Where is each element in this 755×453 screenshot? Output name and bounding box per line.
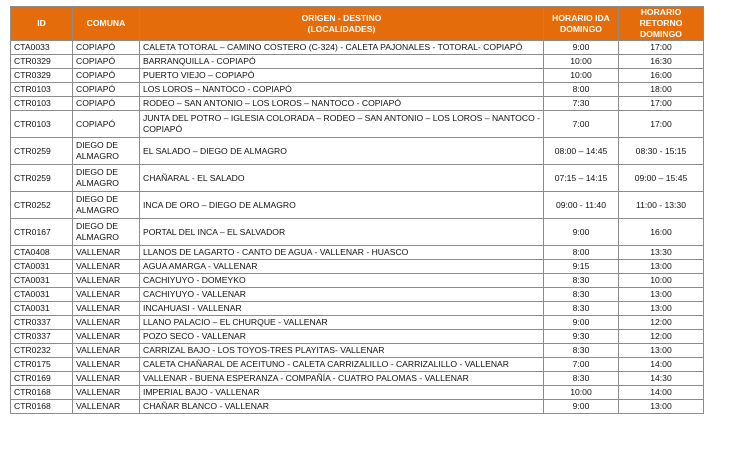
cell-ida: 7:00: [544, 111, 619, 138]
header-retorno-line2: DOMINGO: [639, 29, 682, 39]
table-row: [11, 138, 704, 165]
table-row: [11, 302, 704, 316]
cell-id: CTR0337: [11, 316, 73, 330]
cell-ida: 9:00: [544, 316, 619, 330]
cell-id: CTR0259: [11, 138, 73, 165]
cell-ida: 8:30: [544, 288, 619, 302]
cell-id: CTR0167: [11, 219, 73, 246]
cell-comuna: VALLENAR: [73, 344, 140, 358]
cell-retorno: 12:00: [619, 316, 704, 330]
cell-id: CTR0168: [11, 386, 73, 400]
cell-id: CTR0337: [11, 330, 73, 344]
cell-ida: 09:00 - 11:40: [544, 192, 619, 219]
cell-id: CTA0031: [11, 288, 73, 302]
cell-ida: 9:00: [544, 41, 619, 55]
cell-ida: 10:00: [544, 55, 619, 69]
table-row: [11, 344, 704, 358]
cell-comuna: COPIAPÓ: [73, 55, 140, 69]
cell-retorno: 13:00: [619, 260, 704, 274]
cell-comuna: VALLENAR: [73, 358, 140, 372]
table-row: [11, 192, 704, 219]
cell-id: CTA0031: [11, 274, 73, 288]
cell-id: CTR0329: [11, 69, 73, 83]
cell-retorno: 13:00: [619, 344, 704, 358]
header-ida: [544, 7, 619, 41]
cell-comuna: DIEGO DE ALMAGRO: [73, 165, 140, 192]
cell-id: CTR0252: [11, 192, 73, 219]
cell-ida: 7:30: [544, 97, 619, 111]
table-row: [11, 274, 704, 288]
cell-ida: 9:00: [544, 400, 619, 414]
cell-id: CTR0168: [11, 400, 73, 414]
cell-retorno: 17:00: [619, 41, 704, 55]
table-row: [11, 316, 704, 330]
cell-ida: 8:00: [544, 246, 619, 260]
cell-retorno: 14:30: [619, 372, 704, 386]
cell-ruta: LLANOS DE LAGARTO - CANTO DE AGUA - VALLENAR - HUASCO: [140, 246, 544, 260]
header-row: [11, 7, 704, 41]
cell-id: CTR0103: [11, 111, 73, 138]
cell-ida: 8:00: [544, 83, 619, 97]
cell-retorno: 17:00: [619, 97, 704, 111]
cell-id: CTA0031: [11, 302, 73, 316]
header-retorno-line1: HORARIO RETORNO: [639, 7, 683, 28]
table-row: [11, 386, 704, 400]
cell-id: CTR0232: [11, 344, 73, 358]
header-retorno: [619, 7, 704, 41]
table-row: [11, 111, 704, 138]
cell-comuna: VALLENAR: [73, 400, 140, 414]
header-ida-line2: DOMINGO: [559, 23, 602, 34]
cell-retorno: 13:30: [619, 246, 704, 260]
cell-comuna: COPIAPÓ: [73, 69, 140, 83]
cell-id: CTR0175: [11, 358, 73, 372]
table-body: [11, 41, 704, 414]
table-row: [11, 246, 704, 260]
cell-ruta: RODEO – SAN ANTONIO – LOS LOROS – NANTOCO - COPIAPÓ: [140, 97, 544, 111]
cell-ida: 8:30: [544, 372, 619, 386]
cell-retorno: 13:00: [619, 288, 704, 302]
cell-ruta: INCAHUASI - VALLENAR: [140, 302, 544, 316]
cell-comuna: VALLENAR: [73, 288, 140, 302]
cell-comuna: COPIAPÓ: [73, 111, 140, 138]
cell-retorno: 13:00: [619, 400, 704, 414]
cell-ida: 9:00: [544, 219, 619, 246]
cell-ruta: LLANO PALACIO – EL CHURQUE - VALLENAR: [140, 316, 544, 330]
cell-ida: 08:00 – 14:45: [544, 138, 619, 165]
table-row: [11, 97, 704, 111]
cell-retorno: 11:00 - 13:30: [619, 192, 704, 219]
table-row: [11, 372, 704, 386]
header-id: ID: [11, 7, 73, 41]
schedule-table-container: [10, 6, 704, 414]
header-ruta-line1: ORIGEN - DESTINO: [301, 12, 382, 23]
cell-id: CTR0329: [11, 55, 73, 69]
cell-comuna: VALLENAR: [73, 246, 140, 260]
cell-ruta: CALETA TOTORAL – CAMINO COSTERO (C-324) - CALETA PAJONALES - TOTORAL- COPIAPÓ: [140, 41, 544, 55]
table-row: [11, 219, 704, 246]
cell-ida: 7:00: [544, 358, 619, 372]
cell-retorno: 16:00: [619, 219, 704, 246]
cell-ruta: CHAÑARAL - EL SALADO: [140, 165, 544, 192]
cell-retorno: 12:00: [619, 330, 704, 344]
cell-id: CTR0259: [11, 165, 73, 192]
cell-ruta: POZO SECO - VALLENAR: [140, 330, 544, 344]
cell-ruta: CACHIYUYO - DOMEYKO: [140, 274, 544, 288]
cell-ida: 07:15 – 14:15: [544, 165, 619, 192]
cell-ida: 8:30: [544, 344, 619, 358]
cell-ruta: AGUA AMARGA - VALLENAR: [140, 260, 544, 274]
cell-retorno: 16:00: [619, 69, 704, 83]
cell-retorno: 13:00: [619, 302, 704, 316]
cell-comuna: COPIAPÓ: [73, 83, 140, 97]
cell-ida: 8:30: [544, 302, 619, 316]
cell-ruta: INCA DE ORO – DIEGO DE ALMAGRO: [140, 192, 544, 219]
cell-ruta: LOS LOROS – NANTOCO - COPIAPÓ: [140, 83, 544, 97]
cell-comuna: COPIAPÓ: [73, 41, 140, 55]
table-row: [11, 41, 704, 55]
cell-retorno: 17:00: [619, 111, 704, 138]
header-ruta: [140, 7, 544, 41]
table-row: [11, 55, 704, 69]
cell-ida: 8:30: [544, 274, 619, 288]
cell-ruta: CHAÑAR BLANCO - VALLENAR: [140, 400, 544, 414]
cell-retorno: 16:30: [619, 55, 704, 69]
header-comuna: COMUNA: [73, 7, 140, 41]
cell-retorno: 09:00 – 15:45: [619, 165, 704, 192]
cell-comuna: DIEGO DE ALMAGRO: [73, 138, 140, 165]
cell-comuna: VALLENAR: [73, 260, 140, 274]
cell-comuna: VALLENAR: [73, 386, 140, 400]
table-row: [11, 358, 704, 372]
cell-ida: 10:00: [544, 69, 619, 83]
header-ida-line1: HORARIO IDA: [552, 12, 610, 23]
cell-ruta: EL SALADO – DIEGO DE ALMAGRO: [140, 138, 544, 165]
cell-ida: 9:30: [544, 330, 619, 344]
header-ruta-line2: (LOCALIDADES): [307, 23, 376, 34]
cell-comuna: DIEGO DE ALMAGRO: [73, 192, 140, 219]
cell-ruta: PORTAL DEL INCA – EL SALVADOR: [140, 219, 544, 246]
table-row: [11, 288, 704, 302]
cell-ruta: VALLENAR - BUENA ESPERANZA - COMPAÑÍA - CUATRO PALOMAS - VALLENAR: [140, 372, 544, 386]
table-row: [11, 83, 704, 97]
cell-comuna: VALLENAR: [73, 302, 140, 316]
cell-id: CTR0169: [11, 372, 73, 386]
schedule-table: [10, 6, 704, 414]
cell-retorno: 18:00: [619, 83, 704, 97]
cell-ruta: CALETA CHAÑARAL DE ACEITUNO - CALETA CARRIZALILLO - CARRIZALILLO - VALLENAR: [140, 358, 544, 372]
cell-id: CTR0103: [11, 83, 73, 97]
cell-ruta: IMPERIAL BAJO - VALLENAR: [140, 386, 544, 400]
cell-ida: 10:00: [544, 386, 619, 400]
cell-comuna: VALLENAR: [73, 372, 140, 386]
cell-comuna: VALLENAR: [73, 316, 140, 330]
cell-comuna: DIEGO DE ALMAGRO: [73, 219, 140, 246]
cell-retorno: 14:00: [619, 386, 704, 400]
table-row: [11, 69, 704, 83]
table-row: [11, 260, 704, 274]
cell-comuna: VALLENAR: [73, 274, 140, 288]
table-row: [11, 165, 704, 192]
cell-id: CTR0103: [11, 97, 73, 111]
cell-ida: 9:15: [544, 260, 619, 274]
table-header: [11, 7, 704, 41]
cell-retorno: 14:00: [619, 358, 704, 372]
cell-retorno: 08:30 - 15:15: [619, 138, 704, 165]
cell-comuna: COPIAPÓ: [73, 97, 140, 111]
cell-id: CTA0408: [11, 246, 73, 260]
cell-ruta: CACHIYUYO - VALLENAR: [140, 288, 544, 302]
cell-id: CTA0033: [11, 41, 73, 55]
cell-ruta: PUERTO VIEJO – COPIAPÓ: [140, 69, 544, 83]
table-row: [11, 400, 704, 414]
cell-retorno: 10:00: [619, 274, 704, 288]
table-row: [11, 330, 704, 344]
cell-comuna: VALLENAR: [73, 330, 140, 344]
cell-id: CTA0031: [11, 260, 73, 274]
cell-ruta: JUNTA DEL POTRO – IGLESIA COLORADA – RODEO – SAN ANTONIO – LOS LOROS – NANTOCO - COPIAPÓ: [140, 111, 544, 138]
cell-ruta: CARRIZAL BAJO - LOS TOYOS-TRES PLAYITAS- VALLENAR: [140, 344, 544, 358]
cell-ruta: BARRANQUILLA - COPIAPÓ: [140, 55, 544, 69]
